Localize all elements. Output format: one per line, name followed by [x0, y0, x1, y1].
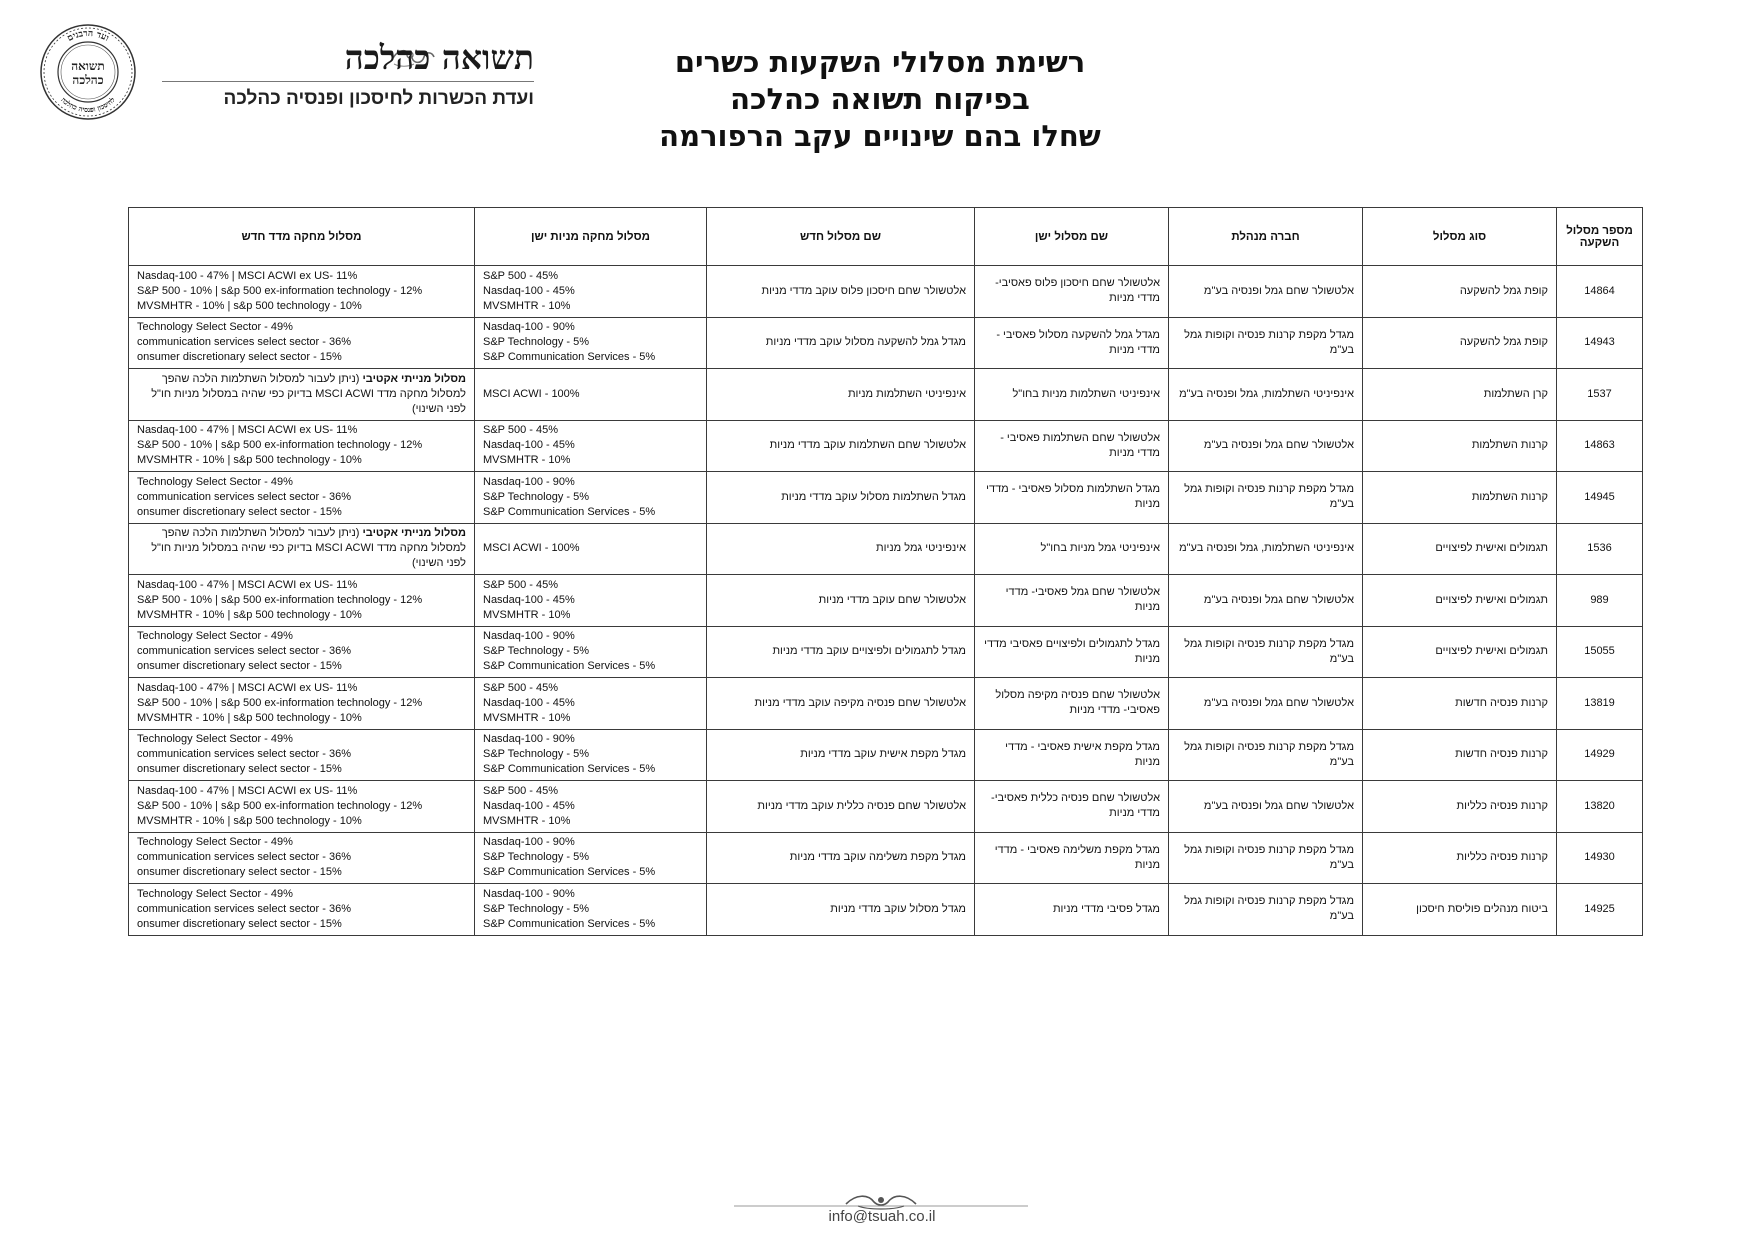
new-index-line: communication services select sector - 36% — [137, 645, 351, 658]
track-type-cell: קרנות פנסיה כלליות — [1363, 781, 1557, 833]
new-index-line: Technology Select Sector - 49% — [137, 887, 293, 900]
table-row — [129, 523, 1643, 575]
title-line-3: שחלו בהם שינויים עקב הרפורמה — [659, 119, 1101, 153]
old-index-line: S&P Communication Services - 5% — [483, 351, 656, 364]
track-type-cell: קרנות פנסיה כלליות — [1363, 832, 1557, 884]
old-index-line: Nasdaq-100 - 45% — [483, 439, 575, 452]
new-name-cell: מגדל מקפת משלימה עוקב מדדי מניות — [707, 832, 975, 884]
new-index-cell — [129, 266, 475, 318]
note-text: (ניתן לעבור למסלול השתלמות הלכה שהפך למסלול מחקה מדד MSCI ACWI בדיוק כפי שהיה במסלול מניות חו"ל לפני השינוי) — [151, 527, 466, 570]
old-index-line: S&P Communication Services - 5% — [483, 917, 656, 930]
col-header-old-name: שם מסלול ישן — [975, 208, 1169, 266]
new-index-line: onsumer discretionary select sector - 15% — [137, 351, 342, 364]
table-row — [129, 266, 1643, 318]
company-cell: אלטשולר שחם גמל ופנסיה בע"מ — [1169, 420, 1363, 472]
old-index-cell — [475, 729, 707, 781]
new-name-cell: אינפיניטי השתלמות מניות — [707, 369, 975, 421]
new-index-line: Nasdaq-100 - 47% | MSCI ACWI ex US- 11% — [137, 424, 358, 437]
new-index-note-cell — [129, 523, 475, 575]
table-header-row — [129, 208, 1643, 266]
new-index-cell — [129, 317, 475, 369]
table-row — [129, 369, 1643, 421]
old-name-cell: אינפיניטי השתלמות מניות בחו"ל — [975, 369, 1169, 421]
old-index-line: Nasdaq-100 - 90% — [483, 836, 575, 849]
old-index-line: Nasdaq-100 - 90% — [483, 475, 575, 488]
brand-block — [162, 38, 534, 111]
company-cell: מגדל מקפת קרנות פנסיה וקופות גמל בע"מ — [1169, 626, 1363, 678]
new-index-line: S&P 500 - 10% | s&p 500 ex-information technology - 12% — [137, 799, 423, 812]
seal-logo — [38, 22, 138, 122]
new-name-cell: מגדל השתלמות מסלול עוקב מדדי מניות — [707, 472, 975, 524]
note-bold: מסלול מנייתי אקטיבי — [362, 372, 466, 385]
old-name-cell: מגדל לתגמולים ולפיצויים פאסיבי מדדי מניות — [975, 626, 1169, 678]
track-number-cell: 989 — [1557, 575, 1643, 627]
new-index-line: S&P 500 - 10% | s&p 500 ex-information technology - 12% — [137, 696, 423, 709]
company-cell: מגדל מקפת קרנות פנסיה וקופות גמל בע"מ — [1169, 317, 1363, 369]
new-index-line: Technology Select Sector - 49% — [137, 630, 293, 643]
old-index-line: S&P 500 - 45% — [483, 269, 559, 282]
new-index-line: Technology Select Sector - 49% — [137, 475, 293, 488]
new-name-cell: מגדל מסלול עוקב מדדי מניות — [707, 884, 975, 936]
old-name-cell: אלטשולר שחם פנסיה מקיפה מסלול פאסיבי- מדדי מניות — [975, 678, 1169, 730]
table-row — [129, 420, 1643, 472]
old-index-cell — [475, 317, 707, 369]
new-index-line: S&P 500 - 10% | s&p 500 ex-information technology - 12% — [137, 284, 423, 297]
new-index-line: MVSMHTR - 10% | s&p 500 technology - 10% — [137, 608, 362, 621]
table-row — [129, 884, 1643, 936]
track-type-cell: קרנות השתלמות — [1363, 472, 1557, 524]
old-index-cell — [475, 523, 707, 575]
track-type-cell: קרנות השתלמות — [1363, 420, 1557, 472]
company-cell: מגדל מקפת קרנות פנסיה וקופות גמל בע"מ — [1169, 729, 1363, 781]
svg-text:לחיסכון ופנסיה כהלכה: לחיסכון ופנסיה כהלכה — [59, 95, 117, 115]
track-type-cell: קופת גמל להשקעה — [1363, 317, 1557, 369]
table-row — [129, 832, 1643, 884]
company-cell: אלטשולר שחם גמל ופנסיה בע"מ — [1169, 575, 1363, 627]
old-index-line: Nasdaq-100 - 90% — [483, 733, 575, 746]
old-index-line: MVSMHTR - 10% — [483, 608, 571, 621]
new-index-line: MVSMHTR - 10% | s&p 500 technology - 10% — [137, 814, 362, 827]
new-index-line: communication services select sector - 36% — [137, 748, 351, 761]
old-index-line: MVSMHTR - 10% — [483, 711, 571, 724]
new-index-cell — [129, 472, 475, 524]
new-index-cell — [129, 729, 475, 781]
new-index-cell — [129, 678, 475, 730]
old-index-line: MVSMHTR - 10% — [483, 814, 571, 827]
brand-name: תשואה כהלכה — [344, 38, 534, 77]
col-header-track-number: מספר מסלול השקעה — [1557, 208, 1643, 266]
new-index-line: onsumer discretionary select sector - 15% — [137, 866, 342, 879]
col-header-company: חברה מנהלת — [1169, 208, 1363, 266]
col-header-track-type: סוג מסלול — [1363, 208, 1557, 266]
track-type-cell: תגמולים ואישית לפיצויים — [1363, 523, 1557, 575]
company-cell: אלטשולר שחם גמל ופנסיה בע"מ — [1169, 678, 1363, 730]
old-index-line: S&P 500 - 45% — [483, 784, 559, 797]
new-index-line: Technology Select Sector - 49% — [137, 321, 293, 334]
table-row — [129, 575, 1643, 627]
new-name-cell: אלטשולר שחם השתלמות עוקב מדדי מניות — [707, 420, 975, 472]
track-number-cell: 13820 — [1557, 781, 1643, 833]
old-name-cell: מגדל מקפת אישית פאסיבי - מדדי מניות — [975, 729, 1169, 781]
new-index-line: Technology Select Sector - 49% — [137, 733, 293, 746]
new-name-cell: אלטשולר שחם פנסיה מקיפה עוקב מדדי מניות — [707, 678, 975, 730]
footer-email[interactable]: info@tsuah.co.il — [828, 1208, 936, 1225]
track-type-cell: תגמולים ואישית לפיצויים — [1363, 626, 1557, 678]
new-index-cell — [129, 832, 475, 884]
new-index-line: onsumer discretionary select sector - 15% — [137, 660, 342, 673]
track-number-cell: 14945 — [1557, 472, 1643, 524]
track-type-cell: ביטוח מנהלים פוליסת חיסכון — [1363, 884, 1557, 936]
track-type-cell: קרנות פנסיה חדשות — [1363, 729, 1557, 781]
track-number-cell: 14864 — [1557, 266, 1643, 318]
old-index-cell — [475, 266, 707, 318]
table-row — [129, 472, 1643, 524]
table-row — [129, 626, 1643, 678]
new-index-line: Technology Select Sector - 49% — [137, 836, 293, 849]
old-index-line: S&P 500 - 45% — [483, 424, 559, 437]
old-index-line: MSCI ACWI - 100% — [483, 387, 580, 400]
new-index-line: communication services select sector - 36% — [137, 336, 351, 349]
track-number-cell: 14943 — [1557, 317, 1643, 369]
col-header-old-index: מסלול מחקה מניות ישן — [475, 208, 707, 266]
company-cell: מגדל מקפת קרנות פנסיה וקופות גמל בע"מ — [1169, 472, 1363, 524]
page-title — [640, 44, 1120, 155]
new-index-cell — [129, 420, 475, 472]
new-index-line: Nasdaq-100 - 47% | MSCI ACWI ex US- 11% — [137, 681, 358, 694]
new-name-cell: אלטשולר שחם פנסיה כללית עוקב מדדי מניות — [707, 781, 975, 833]
new-index-line: S&P 500 - 10% | s&p 500 ex-information technology - 12% — [137, 593, 423, 606]
table-row — [129, 781, 1643, 833]
old-index-line: Nasdaq-100 - 45% — [483, 799, 575, 812]
old-index-line: Nasdaq-100 - 90% — [483, 630, 575, 643]
new-index-note-cell — [129, 369, 475, 421]
old-index-line: S&P Technology - 5% — [483, 336, 589, 349]
old-index-cell — [475, 884, 707, 936]
new-index-line: MVSMHTR - 10% | s&p 500 technology - 10% — [137, 454, 362, 467]
old-index-cell — [475, 472, 707, 524]
company-cell: מגדל מקפת קרנות פנסיה וקופות גמל בע"מ — [1169, 832, 1363, 884]
old-index-cell — [475, 420, 707, 472]
col-header-new-index: מסלול מחקה מדד חדש — [129, 208, 475, 266]
tracks-table — [128, 207, 1643, 936]
track-number-cell: 15055 — [1557, 626, 1643, 678]
new-index-line: communication services select sector - 36% — [137, 902, 351, 915]
track-type-cell: תגמולים ואישית לפיצויים — [1363, 575, 1557, 627]
new-index-line: Nasdaq-100 - 47% | MSCI ACWI ex US- 11% — [137, 269, 358, 282]
new-name-cell: אלטשולר שחם עוקב מדדי מניות — [707, 575, 975, 627]
old-index-line: S&P Communication Services - 5% — [483, 866, 656, 879]
old-name-cell: מגדל גמל להשקעה מסלול פאסיבי - מדדי מניות — [975, 317, 1169, 369]
old-index-cell — [475, 781, 707, 833]
company-cell: אלטשולר שחם גמל ופנסיה בע"מ — [1169, 266, 1363, 318]
old-name-cell: מגדל פסיבי מדדי מניות — [975, 884, 1169, 936]
new-index-cell — [129, 884, 475, 936]
old-index-line: S&P Communication Services - 5% — [483, 505, 656, 518]
track-number-cell: 14925 — [1557, 884, 1643, 936]
old-index-line: S&P Communication Services - 5% — [483, 763, 656, 776]
old-index-cell — [475, 369, 707, 421]
old-index-cell — [475, 832, 707, 884]
old-index-line: Nasdaq-100 - 90% — [483, 887, 575, 900]
brand-subtitle: ועדת הכשרות לחיסכון ופנסיה כהלכה — [223, 88, 534, 109]
old-index-line: Nasdaq-100 - 90% — [483, 321, 575, 334]
old-name-cell: אלטשולר שחם פנסיה כללית פאסיבי- מדדי מניות — [975, 781, 1169, 833]
new-index-line: onsumer discretionary select sector - 15% — [137, 917, 342, 930]
old-index-line: S&P 500 - 45% — [483, 578, 559, 591]
new-index-line: onsumer discretionary select sector - 15% — [137, 763, 342, 776]
old-name-cell: אינפיניטי גמל מניות בחו"ל — [975, 523, 1169, 575]
new-name-cell: אינפיניטי גמל מניות — [707, 523, 975, 575]
table-row — [129, 678, 1643, 730]
svg-text:ועד הרבנים: ועד הרבנים — [65, 28, 111, 44]
new-name-cell: אלטשולר שחם חיסכון פלוס עוקב מדדי מניות — [707, 266, 975, 318]
title-line-1: רשימת מסלולי השקעות כשרים — [674, 45, 1086, 79]
table-row — [129, 317, 1643, 369]
new-index-line: MVSMHTR - 10% | s&p 500 technology - 10% — [137, 711, 362, 724]
company-cell: אלטשולר שחם גמל ופנסיה בע"מ — [1169, 781, 1363, 833]
old-index-cell — [475, 575, 707, 627]
old-name-cell: מגדל מקפת משלימה פאסיבי - מדדי מניות — [975, 832, 1169, 884]
old-name-cell: אלטשולר שחם חיסכון פלוס פאסיבי- מדדי מניות — [975, 266, 1169, 318]
track-type-cell: קרן השתלמות — [1363, 369, 1557, 421]
table-body — [129, 266, 1643, 936]
old-index-line: S&P Technology - 5% — [483, 490, 589, 503]
old-index-line: S&P Communication Services - 5% — [483, 660, 656, 673]
new-index-line: onsumer discretionary select sector - 15% — [137, 505, 342, 518]
old-index-cell — [475, 626, 707, 678]
new-index-line: S&P 500 - 10% | s&p 500 ex-information technology - 12% — [137, 439, 423, 452]
table-row — [129, 729, 1643, 781]
new-name-cell: מגדל גמל להשקעה מסלול עוקב מדדי מניות — [707, 317, 975, 369]
old-name-cell: אלטשולר שחם גמל פאסיבי- מדדי מניות — [975, 575, 1169, 627]
old-index-line: Nasdaq-100 - 45% — [483, 696, 575, 709]
old-index-line: S&P Technology - 5% — [483, 902, 589, 915]
company-cell: מגדל מקפת קרנות פנסיה וקופות גמל בע"מ — [1169, 884, 1363, 936]
new-name-cell: מגדל מקפת אישית עוקב מדדי מניות — [707, 729, 975, 781]
old-index-line: Nasdaq-100 - 45% — [483, 284, 575, 297]
note-text: (ניתן לעבור למסלול השתלמות הלכה שהפך למסלול מחקה מדד MSCI ACWI בדיוק כפי שהיה במסלול מניות חו"ל לפני השינוי) — [151, 372, 466, 415]
track-number-cell: 14863 — [1557, 420, 1643, 472]
track-number-cell: 14930 — [1557, 832, 1643, 884]
old-name-cell: אלטשולר שחם השתלמות פאסיבי - מדדי מניות — [975, 420, 1169, 472]
new-index-line: Nasdaq-100 - 47% | MSCI ACWI ex US- 11% — [137, 784, 358, 797]
old-index-line: S&P Technology - 5% — [483, 851, 589, 864]
company-cell: אינפיניטי השתלמות, גמל ופנסיה בע"מ — [1169, 369, 1363, 421]
new-index-line: Nasdaq-100 - 47% | MSCI ACWI ex US- 11% — [137, 578, 358, 591]
old-index-line: MSCI ACWI - 100% — [483, 542, 580, 555]
svg-text:כהלכה: כהלכה — [72, 73, 104, 87]
old-index-line: S&P Technology - 5% — [483, 645, 589, 658]
old-index-line: S&P Technology - 5% — [483, 748, 589, 761]
new-index-line: communication services select sector - 36% — [137, 490, 351, 503]
track-number-cell: 1537 — [1557, 369, 1643, 421]
brand-divider — [162, 81, 534, 82]
new-index-cell — [129, 781, 475, 833]
new-index-cell — [129, 626, 475, 678]
new-index-cell — [129, 575, 475, 627]
col-header-new-name: שם מסלול חדש — [707, 208, 975, 266]
note-bold: מסלול מנייתי אקטיבי — [362, 527, 466, 540]
new-index-line: MVSMHTR - 10% | s&p 500 technology - 10% — [137, 299, 362, 312]
old-index-line: Nasdaq-100 - 45% — [483, 593, 575, 606]
company-cell: אינפיניטי השתלמות, גמל ופנסיה בע"מ — [1169, 523, 1363, 575]
track-number-cell: 13819 — [1557, 678, 1643, 730]
new-name-cell: מגדל לתגמולים ולפיצויים עוקב מדדי מניות — [707, 626, 975, 678]
new-index-line: communication services select sector - 36% — [137, 851, 351, 864]
track-number-cell: 14929 — [1557, 729, 1643, 781]
old-index-cell — [475, 678, 707, 730]
track-number-cell: 1536 — [1557, 523, 1643, 575]
old-name-cell: מגדל השתלמות מסלול פאסיבי - מדדי מניות — [975, 472, 1169, 524]
old-index-line: MVSMHTR - 10% — [483, 454, 571, 467]
svg-text:תשואה: תשואה — [71, 59, 105, 73]
old-index-line: MVSMHTR - 10% — [483, 299, 571, 312]
track-type-cell: קופת גמל להשקעה — [1363, 266, 1557, 318]
track-type-cell: קרנות פנסיה חדשות — [1363, 678, 1557, 730]
old-index-line: S&P 500 - 45% — [483, 681, 559, 694]
title-line-2: בפיקוח תשואה כהלכה — [730, 82, 1030, 116]
